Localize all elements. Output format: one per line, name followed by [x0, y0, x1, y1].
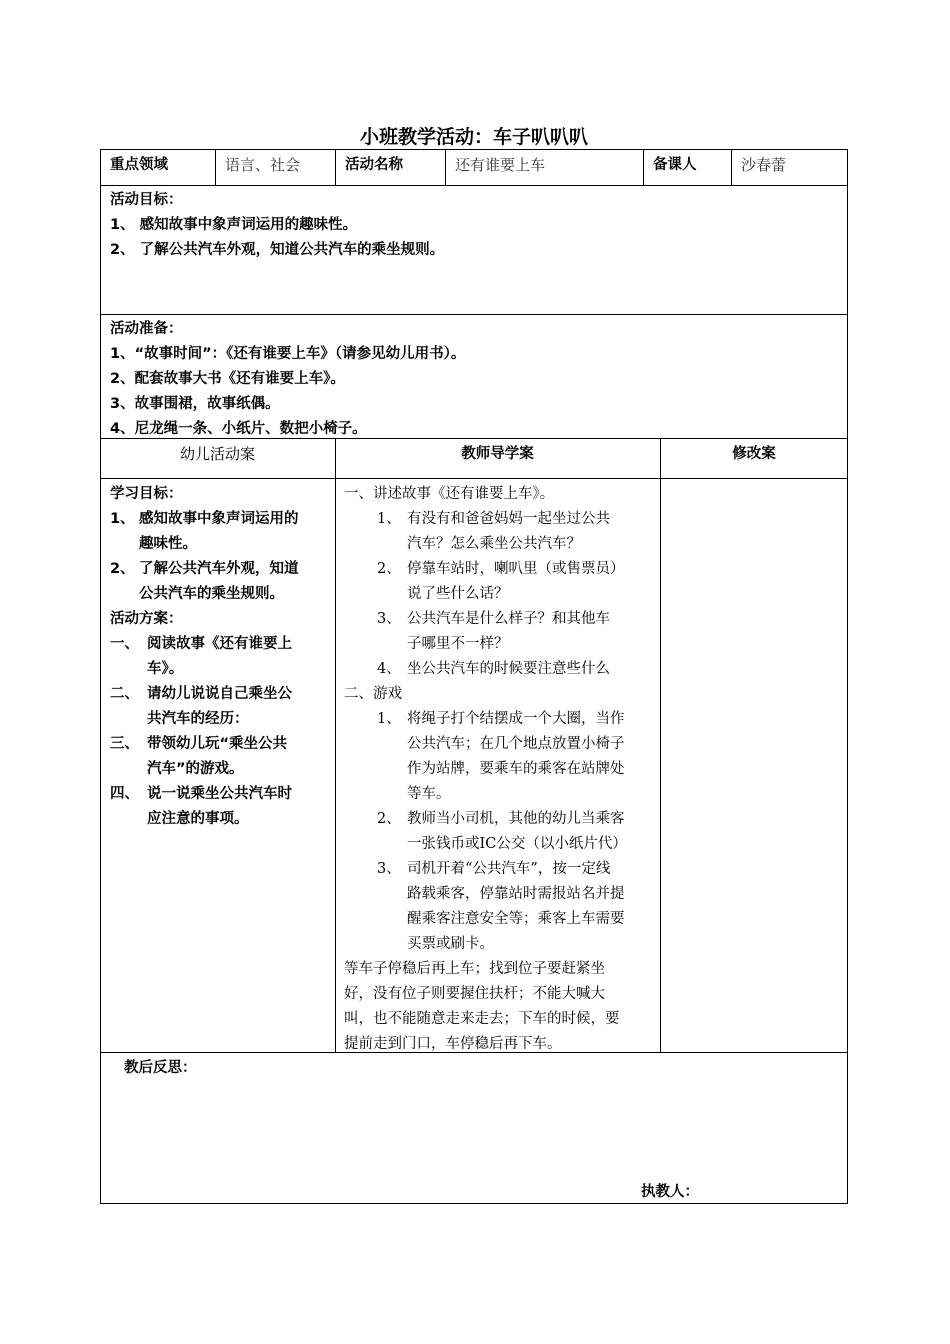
preparation-item: 4、尼龙绳一条、小纸片、数把小椅子。 — [110, 421, 367, 437]
teacher-section-heading: 一、讲述故事《还有谁要上车》。 — [344, 486, 555, 502]
teacher-plan-header: 教师导学案 — [461, 446, 534, 462]
col-divider — [335, 438, 336, 1052]
preparation-item: 2、配套故事大书《还有谁要上车》。 — [110, 371, 345, 387]
col-divider — [660, 438, 661, 1052]
activity-name-label: 活动名称 — [345, 157, 403, 173]
activity-name-value: 还有谁要上车 — [455, 156, 546, 174]
row-divider — [100, 478, 848, 479]
col-divider — [335, 149, 336, 185]
goals-heading: 活动目标： — [110, 192, 183, 208]
learning-goals-heading: 学习目标： — [110, 486, 183, 502]
preparation-item: 3、故事围裙，故事纸偶。 — [110, 396, 280, 412]
goals-section — [110, 188, 444, 263]
col-divider — [731, 149, 732, 185]
preparer-label: 备课人 — [653, 157, 697, 173]
learning-goal-item: 1、 感知故事中象声词运用的 趣味性。 — [110, 511, 299, 552]
col-divider — [643, 149, 644, 185]
child-plan-header: 幼儿活动案 — [179, 445, 255, 463]
preparation-section — [110, 317, 465, 442]
page-title: 小班教学活动：车子叭叭叭 — [359, 126, 588, 148]
child-plan-content — [110, 482, 328, 832]
plan-item: 三、 带领幼儿玩“乘坐公共 汽车”的游戏。 — [110, 736, 288, 777]
teacher-section-heading: 二、游戏 — [344, 686, 402, 702]
row-divider — [100, 185, 848, 186]
learning-goal-item: 2、 了解公共汽车外观，知道 公共汽车的乘坐规则。 — [110, 561, 299, 602]
closing-rules-line: 提前走到门口，车停稳后再下车。 — [344, 1036, 562, 1052]
domain-value: 语言、社会 — [225, 156, 301, 174]
reflection-heading: 教后反思： — [124, 1060, 197, 1076]
col-divider — [215, 149, 216, 185]
goal-item: 1、 感知故事中象声词运用的趣味性。 — [110, 217, 358, 233]
executor-label: 执教人： — [641, 1184, 699, 1200]
teacher-question-item: 1、 有没有和爸爸妈妈一起坐过公共 汽车？怎么乘坐公共汽车？ — [377, 511, 610, 552]
teacher-question-item: 2、 停靠车站时，喇叭里（或售票员） 说了些什么话？ — [377, 561, 625, 602]
preparation-heading: 活动准备： — [110, 321, 183, 337]
closing-rules-line: 等车子停稳后再上车；找到位子要赶紧坐 — [344, 961, 605, 977]
goal-item: 2、 了解公共汽车外观，知道公共汽车的乘坐规则。 — [110, 242, 445, 258]
col-divider — [445, 149, 446, 185]
plan-item: 四、 说一说乘坐公共汽车时 应注意的事项。 — [110, 786, 292, 827]
preparation-item: 1、“故事时间”：《还有谁要上车》（请参见幼儿用书）。 — [110, 346, 466, 362]
game-step-item: 2、 教师当小司机，其他的幼儿当乘客 一张钱币或IC公交（以小纸片代） — [377, 811, 627, 852]
plan-item: 一、 阅读故事《还有谁要上 车》。 — [110, 636, 292, 677]
revision-plan-header: 修改案 — [732, 446, 776, 462]
teacher-plan-content — [344, 482, 656, 1057]
game-step-item: 1、 将绳子打个结摆成一个大圈，当作 公共汽车；在几个地点放置小椅子 作为站牌，要乘车的乘客在站牌处 等车。 — [377, 711, 625, 802]
teacher-question-item: 3、 公共汽车是什么样子？和其他车 子哪里不一样？ — [377, 611, 610, 652]
game-step-item: 3、 司机开着“公共汽车”，按一定线 路载乘客，停靠站时需报站名并提 醒乘客注意安全等；乘客上车需要 买票或刷卡。 — [377, 861, 625, 952]
domain-label: 重点领域 — [110, 157, 168, 173]
closing-rules-line: 好，没有位子则要握住扶杆；不能大喊大 — [344, 986, 605, 1002]
teacher-question-item: 4、 坐公共汽车的时候要注意些什么 — [377, 661, 610, 677]
closing-rules-line: 叫，也不能随意走来走去；下车的时候，要 — [344, 1011, 620, 1027]
plan-item: 二、 请幼儿说说自己乘坐公 共汽车的经历： — [110, 686, 292, 727]
row-divider — [100, 314, 848, 315]
preparer-value: 沙春蕾 — [741, 156, 787, 174]
plan-heading: 活动方案： — [110, 611, 183, 627]
